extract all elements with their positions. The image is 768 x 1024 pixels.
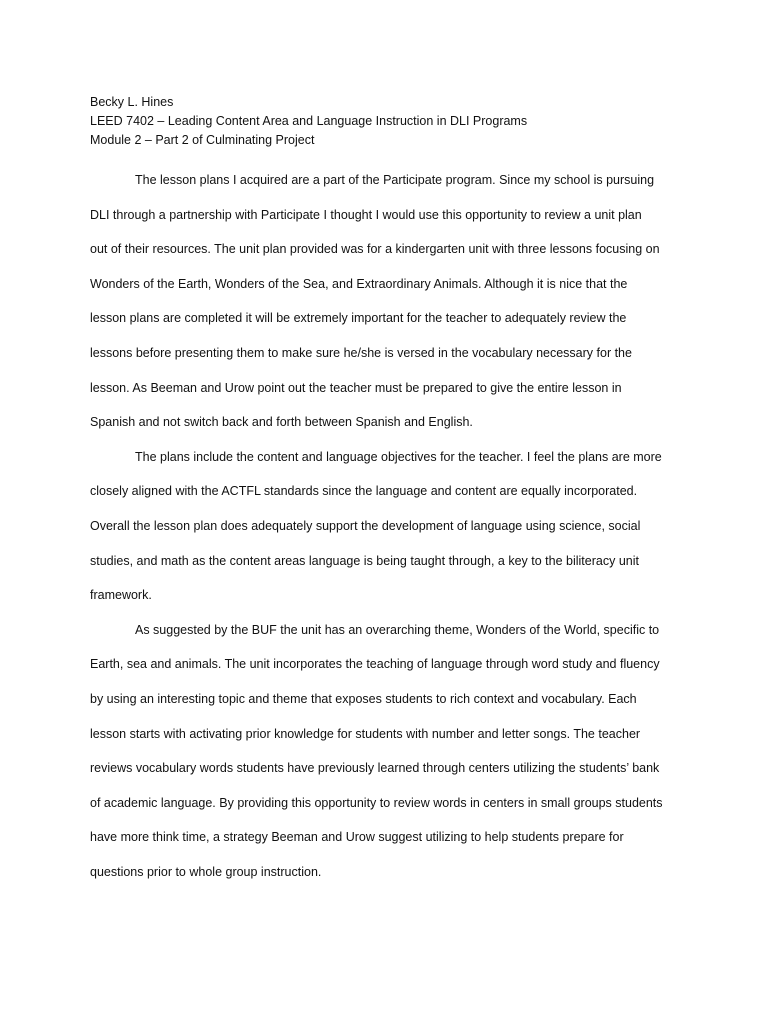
text-line: As suggested by the BUF the unit has an overarching theme, Wonders of the World, specific to: [135, 622, 660, 637]
text-line: have more think time, a strategy Beeman and Urow suggest utilizing to help students prepare for: [90, 830, 624, 845]
text-line: The lesson plans I acquired are a part of the Participate program. Since my school is pursuing: [135, 173, 655, 187]
text-line: Earth, sea and animals. The unit incorporates the teaching of language through word study and fluency: [90, 657, 660, 672]
document-body: [90, 163, 680, 889]
text-line: framework.: [90, 588, 152, 603]
text-line: Spanish and not switch back and forth between Spanish and English.: [90, 415, 473, 430]
text-line: DLI through a partnership with Participate I thought I would use this opportunity to review a unit plan: [90, 207, 642, 222]
text-line: reviews vocabulary words students have previously learned through centers utilizing the students’ bank: [90, 761, 660, 776]
paragraph: [90, 440, 680, 613]
course-title: LEED 7402 – Leading Content Area and Language Instruction in DLI Programs: [90, 114, 528, 128]
text-line: Wonders of the Earth, Wonders of the Sea, and Extraordinary Animals. Although it is nice that the: [90, 276, 628, 291]
text-line: by using an interesting topic and theme that exposes students to rich context and vocabulary. Each: [90, 691, 637, 706]
text-line: lesson. As Beeman and Urow point out the teacher must be prepared to give the entire lesson in: [90, 380, 622, 395]
text-line: lesson starts with activating prior knowledge for students with number and letter songs. The teacher: [90, 726, 641, 741]
module-title: Module 2 – Part 2 of Culminating Project: [90, 133, 315, 147]
text-line: lesson plans are completed it will be extremely important for the teacher to adequately review the: [90, 311, 627, 326]
paragraph: [90, 163, 680, 440]
text-line: lessons before presenting them to make sure he/she is versed in the vocabulary necessary for the: [90, 345, 632, 360]
text-line: studies, and math as the content areas language is being taught through, a key to the biliteracy unit: [90, 553, 639, 568]
text-line: Overall the lesson plan does adequately support the development of language using science, social: [90, 518, 641, 533]
document-header: [90, 93, 690, 150]
text-line: questions prior to whole group instruction.: [90, 864, 322, 879]
text-line: out of their resources. The unit plan provided was for a kindergarten unit with three lessons focusing on: [90, 242, 660, 257]
author-name: Becky L. Hines: [90, 95, 174, 109]
text-line: The plans include the content and language objectives for the teacher. I feel the plans are more: [135, 449, 662, 464]
text-line: closely aligned with the ACTFL standards since the language and content are equally incorporated.: [90, 484, 638, 499]
text-line: of academic language. By providing this opportunity to review words in centers in small groups students: [90, 795, 663, 810]
paragraph: [90, 613, 680, 890]
